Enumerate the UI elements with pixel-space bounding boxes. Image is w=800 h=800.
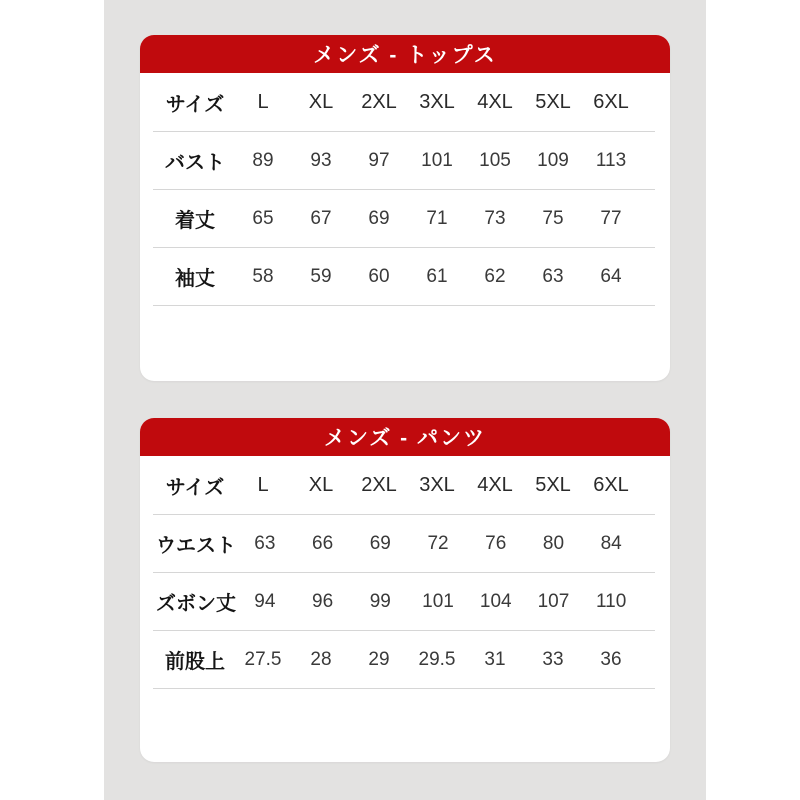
- cell-value: 89: [252, 149, 274, 171]
- row-label: バスト: [165, 152, 225, 174]
- size-column-header: 4XL: [477, 90, 513, 113]
- cell-value: 75: [542, 207, 564, 229]
- cell-value: 58: [252, 265, 274, 287]
- cell-value: 60: [368, 265, 390, 287]
- tops-bust-row: [140, 132, 670, 189]
- cell-value: 62: [484, 265, 506, 287]
- cell-value: 96: [312, 590, 334, 612]
- size-column-header: XL: [308, 90, 334, 113]
- row-label: ズボン丈: [156, 593, 236, 615]
- cell-value: 31: [484, 648, 506, 670]
- cell-value: 66: [312, 532, 334, 554]
- tops-sleeve-row: [140, 248, 670, 305]
- cell-value: 109: [537, 149, 569, 171]
- cell-value: 94: [254, 590, 276, 612]
- cell-value: 99: [369, 590, 391, 612]
- cell-value: 80: [542, 532, 565, 554]
- row-label: サイズ: [165, 476, 225, 499]
- tops-card-title: メンズ - トップス: [313, 44, 497, 67]
- cell-value: 64: [600, 265, 622, 287]
- cell-value: 69: [369, 532, 391, 554]
- size-column-header: 5XL: [535, 90, 571, 113]
- row-divider: [153, 688, 655, 689]
- cell-value: 105: [479, 149, 511, 171]
- cell-value: 36: [600, 648, 622, 670]
- row-label: サイズ: [165, 93, 225, 116]
- row-divider: [153, 305, 655, 306]
- tops-card-header: [140, 35, 670, 73]
- pants-length-row: [140, 573, 670, 630]
- cell-value: 113: [595, 149, 627, 171]
- pants-rise-row: [140, 631, 670, 688]
- cell-value: 107: [537, 590, 570, 612]
- tops-length-row: [140, 190, 670, 247]
- size-column-header: XL: [308, 473, 334, 496]
- cell-value: 101: [421, 149, 453, 171]
- pants-card-header: [140, 418, 670, 456]
- cell-value: 77: [600, 207, 622, 229]
- size-column-header: 3XL: [419, 473, 455, 496]
- cell-value: 63: [542, 265, 564, 287]
- cell-value: 61: [426, 265, 448, 287]
- cell-value: 76: [485, 532, 507, 554]
- size-column-header: 6XL: [593, 90, 629, 113]
- cell-value: 104: [479, 590, 512, 612]
- cell-value: 29: [368, 648, 390, 670]
- size-column-header: 4XL: [477, 473, 513, 496]
- cell-value: 84: [600, 532, 622, 554]
- size-column-header: 2XL: [361, 473, 397, 496]
- pants-card-title: メンズ - パンツ: [323, 427, 487, 450]
- cell-value: 27.5: [244, 648, 282, 670]
- cell-value: 93: [310, 149, 332, 171]
- pants-size-header-row: [140, 456, 670, 514]
- content-panel: [104, 0, 706, 800]
- pants-waist-row: [140, 515, 670, 572]
- cell-value: 110: [596, 590, 627, 612]
- size-column-header: 6XL: [593, 473, 629, 496]
- row-label: 着丈: [175, 210, 215, 232]
- cell-value: 63: [254, 532, 276, 554]
- cell-value: 71: [426, 207, 448, 229]
- size-column-header: L: [257, 473, 269, 496]
- size-column-header: 3XL: [419, 90, 455, 113]
- row-label: 袖丈: [175, 268, 215, 290]
- cell-value: 101: [422, 590, 454, 612]
- row-label: 前股上: [165, 651, 225, 673]
- tops-size-card: [140, 35, 670, 381]
- cell-value: 67: [310, 207, 332, 229]
- size-column-header: 2XL: [361, 90, 397, 113]
- cell-value: 33: [542, 648, 564, 670]
- cell-value: 65: [252, 207, 274, 229]
- tops-size-header-row: [140, 73, 670, 131]
- cell-value: 28: [310, 648, 332, 670]
- cell-value: 69: [368, 207, 390, 229]
- cell-value: 72: [427, 532, 449, 554]
- cell-value: 59: [310, 265, 332, 287]
- cell-value: 97: [368, 149, 390, 171]
- size-column-header: 5XL: [535, 473, 571, 496]
- size-column-header: L: [257, 90, 269, 113]
- pants-size-card: [140, 418, 670, 762]
- row-label: ウエスト: [156, 535, 236, 557]
- cell-value: 73: [484, 207, 506, 229]
- cell-value: 29.5: [418, 648, 456, 670]
